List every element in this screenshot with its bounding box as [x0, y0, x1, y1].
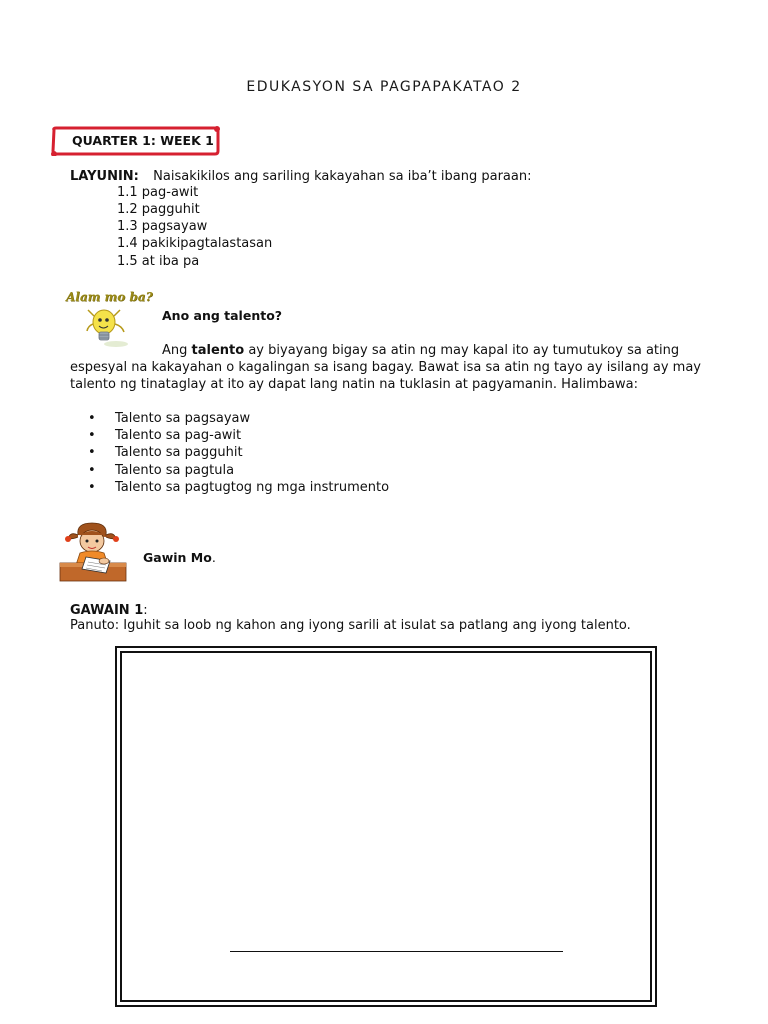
- list-item: • Talento sa pagtula: [88, 462, 389, 479]
- examples-list: [88, 410, 389, 496]
- list-item: • Talento sa pagtugtog ng mga instrumento: [88, 479, 389, 496]
- list-item: • Talento sa pagguhit: [88, 444, 389, 461]
- objective-item: 1.4 pakikipagtalastasan: [117, 236, 273, 251]
- objective-item: 1.3 pagsayaw: [117, 219, 208, 234]
- list-item: • Talento sa pag-awit: [88, 427, 389, 444]
- gawain-label: GAWAIN 1: [70, 603, 144, 618]
- gawin-mo-suffix: .: [211, 550, 216, 565]
- layunin-text: Naisakikilos ang sariling kakayahan sa iba’t ibang paraan:: [153, 169, 532, 184]
- alam-mo-ba-label: Alam mo ba?: [66, 290, 153, 304]
- question-heading: Ano ang talento?: [162, 308, 283, 323]
- drawing-box-inner-border: [120, 651, 652, 1002]
- document-title: EDUKASYON SA PAGPAPAKATAO 2: [246, 79, 522, 95]
- talento-paragraph: [70, 342, 734, 393]
- quarter-label: QUARTER 1: WEEK 1: [72, 133, 214, 148]
- gawin-mo-heading: [143, 550, 216, 565]
- talent-answer-line[interactable]: [230, 951, 563, 952]
- objective-item: 1.2 pagguhit: [117, 202, 200, 217]
- gawain-suffix: :: [143, 603, 148, 618]
- layunin-line: [70, 169, 531, 184]
- paragraph-body: ay biyayang bigay sa atin ng may kapal ito ay tumutukoy sa ating espesyal na kakayahan o kagalingan sa isang bagay. Bawat isa sa atin ng tayo ay isilang ay may talento ng tinataglay at ito ay dapat lang natin na tuklasin at pagyamanin. Halimbawa:: [70, 343, 702, 392]
- drawing-box[interactable]: [115, 646, 657, 1007]
- objective-item: 1.5 at iba pa: [117, 254, 200, 269]
- list-item: • Talento sa pagsayaw: [88, 410, 389, 427]
- layunin-label: LAYUNIN:: [70, 169, 139, 184]
- paragraph-keyword: talento: [191, 343, 245, 358]
- gawain-instruction: Panuto: Iguhit sa loob ng kahon ang iyong sarili at isulat sa patlang ang iyong talento.: [70, 618, 631, 633]
- paragraph-pre: Ang: [162, 343, 188, 358]
- gawain-heading: [70, 603, 148, 618]
- gawin-mo-label: Gawin Mo: [143, 550, 212, 565]
- objective-item: 1.1 pag-awit: [117, 185, 199, 200]
- girl-writing-at-desk-icon: [58, 521, 128, 583]
